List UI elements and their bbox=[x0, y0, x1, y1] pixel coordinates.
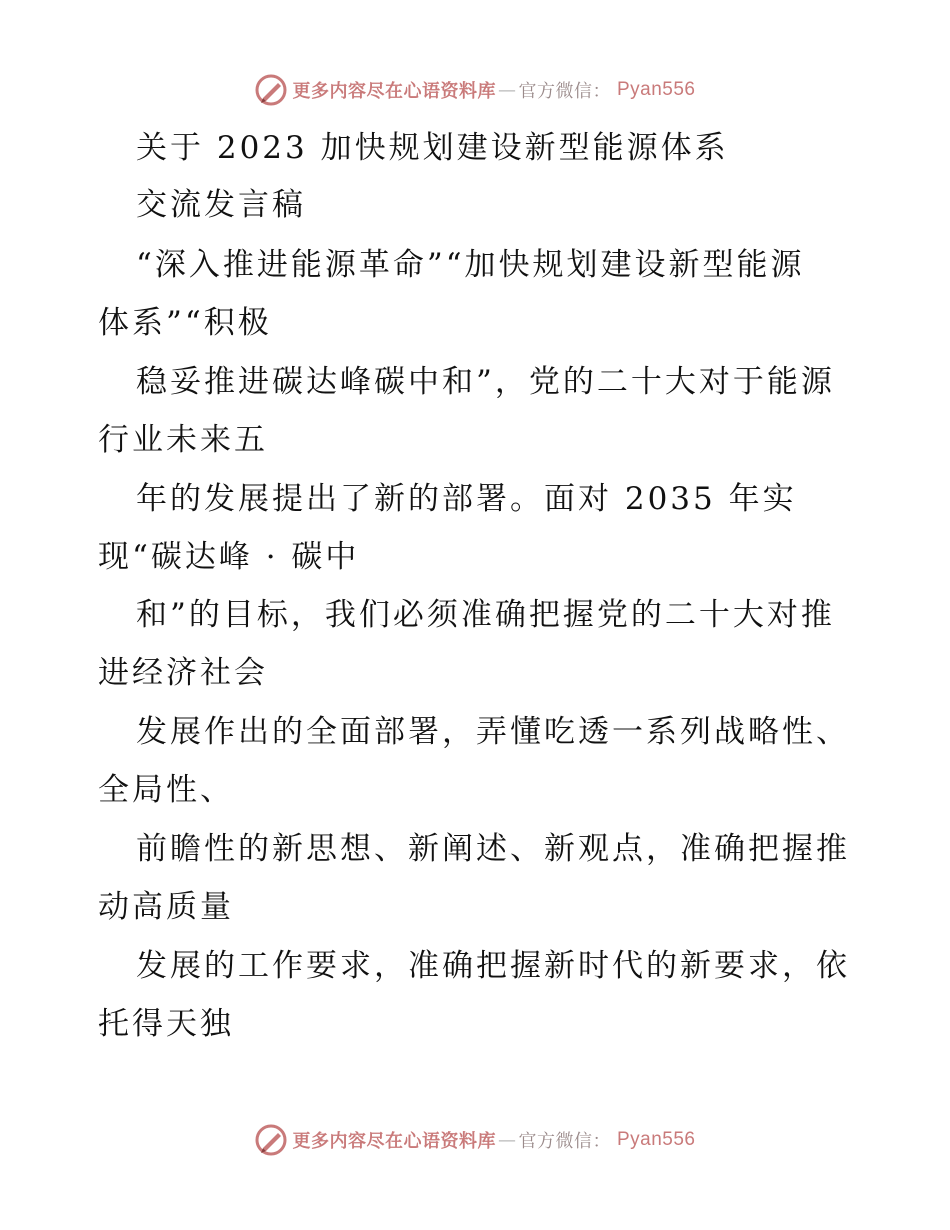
watermark-banner-bottom bbox=[0, 1120, 950, 1160]
paragraph-line: 进经济社会 bbox=[98, 655, 268, 691]
paragraph-line: 全局性、 bbox=[98, 772, 234, 808]
watermark-text: 更多内容尽在心语资料库 bbox=[292, 1131, 496, 1152]
pen-logo-icon bbox=[254, 1123, 288, 1157]
paragraph-line: 托得天独 bbox=[98, 1006, 234, 1042]
paragraph-line: 年的发展提出了新的部署。面对 2035 年实 bbox=[136, 481, 797, 517]
paragraph-line: “深入推进能源革命”“加快规划建设新型能源 bbox=[136, 247, 805, 283]
paragraph-line: 前瞻性的新思想、新阐述、新观点，准确把握推 bbox=[136, 831, 850, 867]
paragraph-line: 稳妥推进碳达峰碳中和”，党的二十大对于能源 bbox=[136, 364, 835, 400]
watermark-text: 更多内容尽在心语资料库 bbox=[292, 81, 496, 102]
paragraph-line: 发展的工作要求，准确把握新时代的新要求，依 bbox=[136, 948, 850, 984]
watermark-wechat-id: Pyan556 bbox=[616, 1129, 696, 1150]
paragraph-line: 行业未来五 bbox=[98, 422, 268, 458]
paragraph-line: 和”的目标，我们必须准确把握党的二十大对推 bbox=[136, 597, 835, 633]
watermark-separator: ： bbox=[592, 1131, 611, 1152]
watermark-separator: ： bbox=[592, 81, 611, 102]
paragraph-line: 发展作出的全面部署，弄懂吃透一系列战略性、 bbox=[136, 714, 850, 750]
paragraph-line: 现“碳达峰 · 碳中 bbox=[98, 539, 360, 575]
title-line: 关于 2023 加快规划建设新型能源体系 bbox=[136, 130, 729, 166]
watermark-wechat-label: 官方微信 bbox=[518, 1131, 593, 1152]
watermark-dash: — bbox=[497, 79, 517, 101]
watermark-dash: — bbox=[497, 1129, 517, 1151]
paragraph-line: 动高质量 bbox=[98, 889, 234, 925]
watermark-wechat-label: 官方微信 bbox=[518, 81, 593, 102]
title-line: 交流发言稿 bbox=[136, 187, 306, 223]
watermark-wechat-id: Pyan556 bbox=[616, 79, 696, 100]
paragraph-line: 体系”“积极 bbox=[98, 305, 272, 341]
